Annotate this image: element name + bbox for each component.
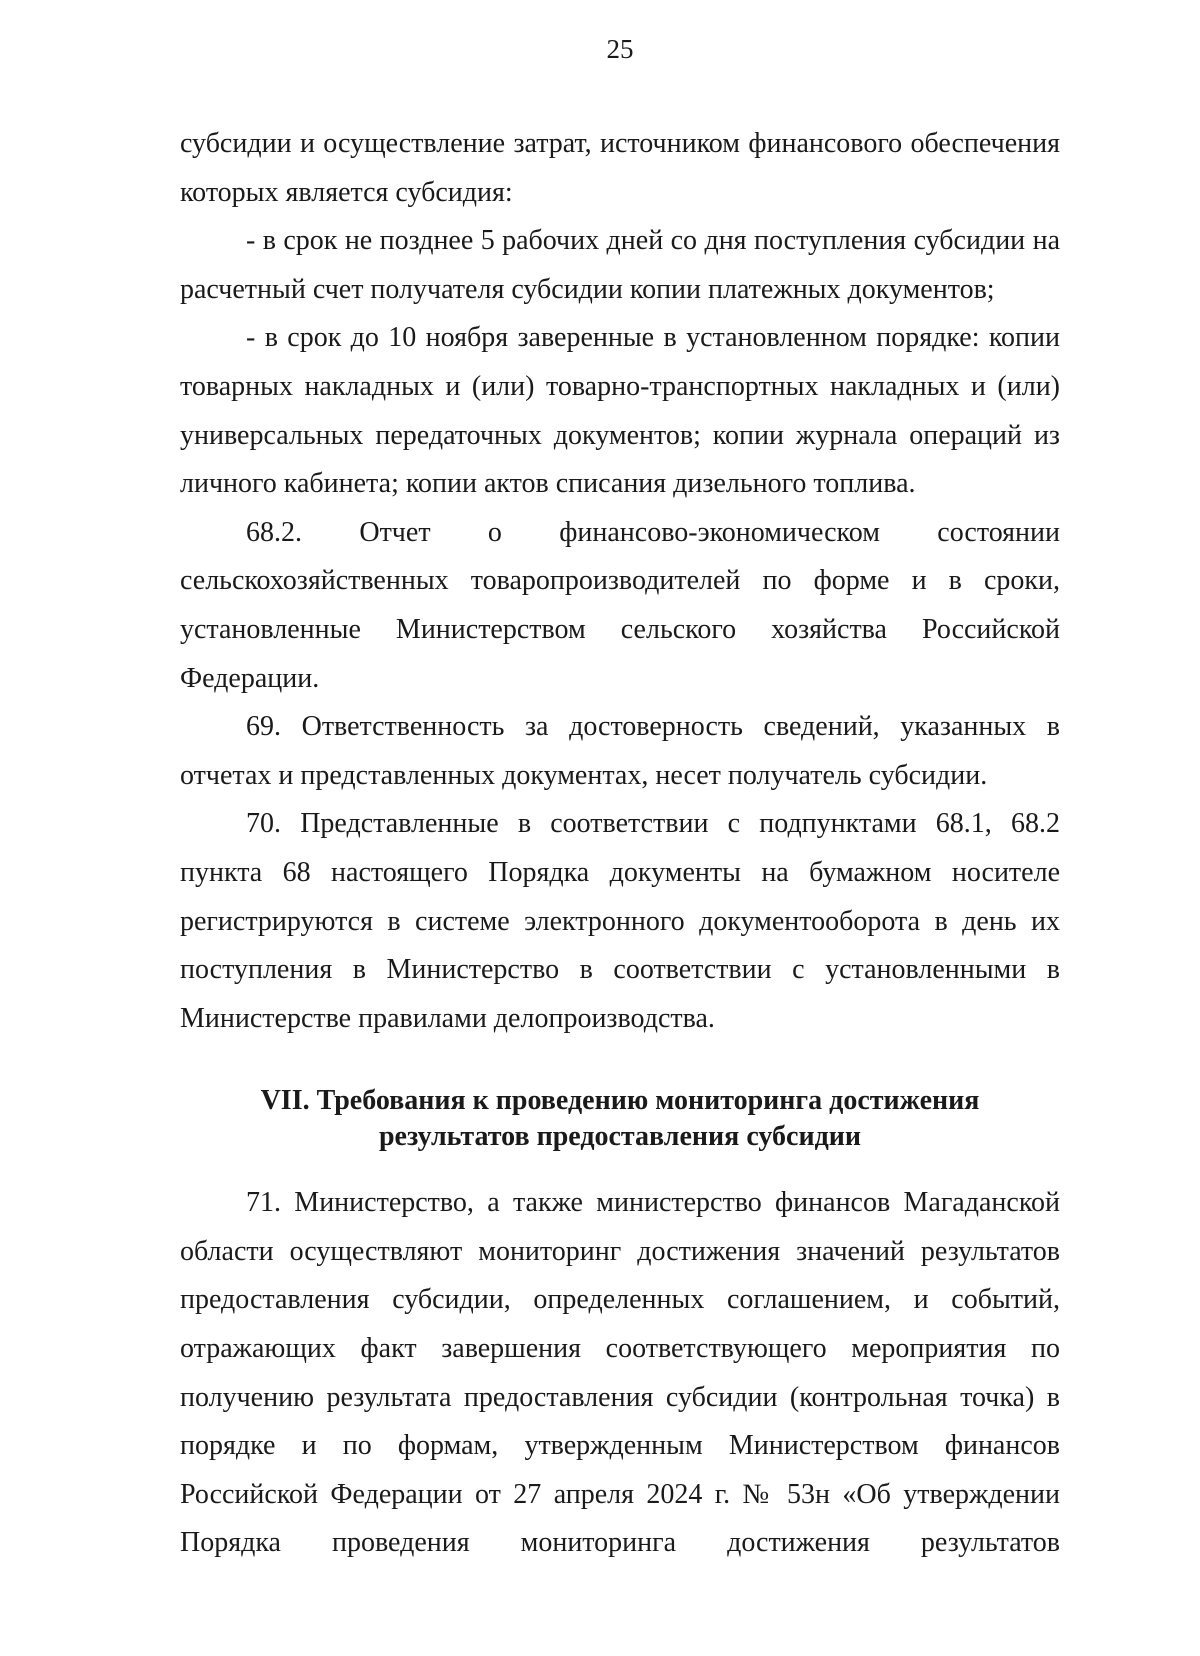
paragraph-69: 69. Ответственность за достоверность сведений, указанных в отчетах и представленных документах, несет получатель субсидии. bbox=[180, 711, 1060, 791]
section-heading bbox=[180, 1083, 1060, 1155]
section-heading-line-2: результатов предоставления субсидии bbox=[378, 1121, 862, 1153]
paragraph-november-docs: - в срок до 10 ноября заверенные в установленном порядке: копии товарных накладных и (или) товарно-транспортных накладных и (или) универсальных передаточных документов; копии журнала операций из личного кабинета; копии актов списания дизельного топлива. bbox=[180, 322, 1060, 500]
paragraph-continuation: субсидии и осуществление затрат, источником финансового обеспечения которых является субсидия: bbox=[180, 128, 1060, 208]
section-heading-line-1: VII. Требования к проведению мониторинга достижения bbox=[260, 1085, 980, 1117]
paragraph-68-2: 68.2. Отчет о финансово-экономическом состоянии сельскохозяйственных товаропроизводителей по форме и в сроки, установленные Министерством сельского хозяйства Российской Федерации. bbox=[180, 516, 1060, 694]
paragraph-71: 71. Министерство, а также министерство финансов Магаданской области осуществляют мониторинг достижения значений результатов предоставления субсидии, определенных соглашением, и событий, отражающих факт завершения соответствующего мероприятия по получению результата предоставления субсидии (контрольная точка) в порядке и по формам, утвержденным Министерством финансов Российской Федерации от 27 апреля 2024 г. № 53н «Об утверждении Порядка проведения мониторинга достижения результатов bbox=[180, 1187, 1060, 1559]
paragraph-payment-docs: - в срок не позднее 5 рабочих дней со дня поступления субсидии на расчетный счет получателя субсидии копии платежных документов; bbox=[180, 225, 1060, 305]
paragraph-70: 70. Представленные в соответствии с подпунктами 68.1, 68.2 пункта 68 настоящего Порядка документы на бумажном носителе регистрируются в системе электронного документооборота в день их поступления в Министерство в соответствии с установленными в Министерстве правилами делопроизводства. bbox=[180, 808, 1060, 1034]
page-number: 25 bbox=[606, 34, 634, 64]
document-body bbox=[180, 120, 1060, 1568]
